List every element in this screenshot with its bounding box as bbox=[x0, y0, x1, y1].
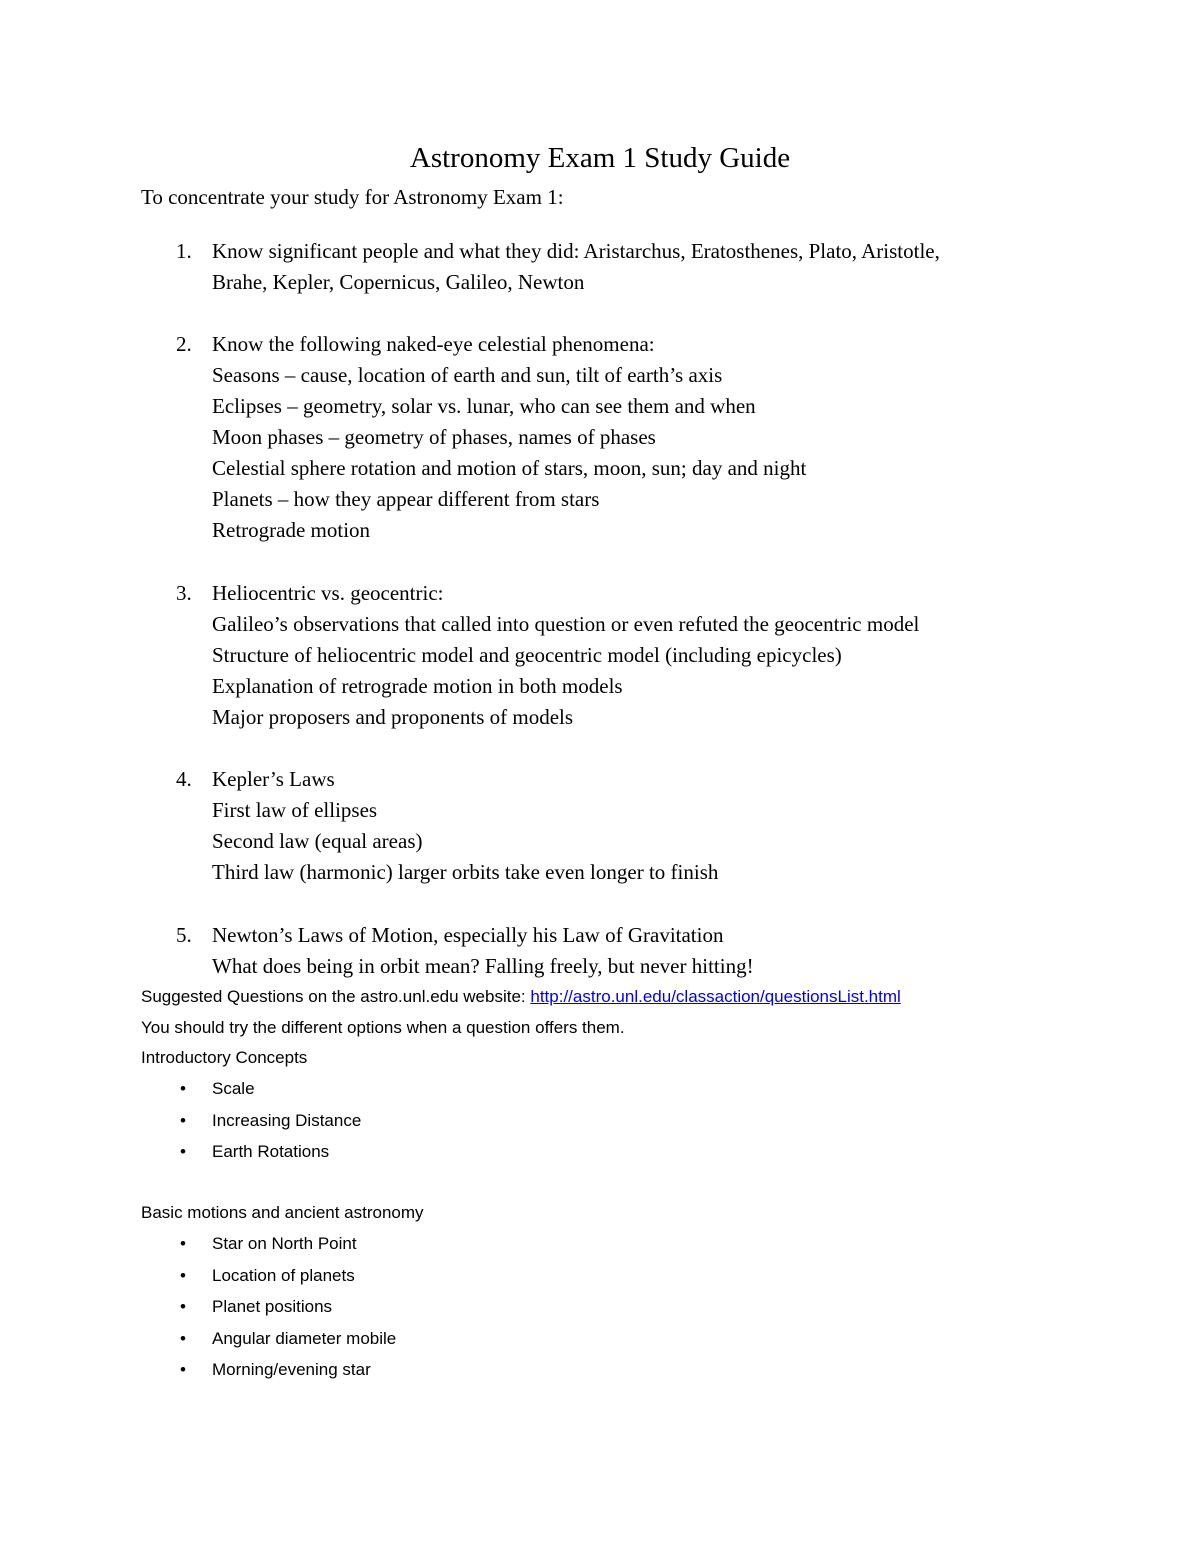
item-line: Moon phases – geometry of phases, names of phases bbox=[212, 425, 656, 449]
bullet-icon: • bbox=[180, 1110, 186, 1130]
bullet-icon: • bbox=[180, 1297, 186, 1316]
introductory-bullet-list bbox=[141, 1073, 841, 1168]
item-line: Brahe, Kepler, Copernicus, Galileo, Newton bbox=[212, 270, 585, 294]
bullet-icon: • bbox=[180, 1142, 186, 1161]
list-item bbox=[141, 1323, 841, 1355]
list-item-text: Angular diameter mobile bbox=[212, 1328, 397, 1348]
basic-motions-bullet-list bbox=[141, 1228, 841, 1386]
list-item-text: Star on North Point bbox=[212, 1234, 357, 1253]
item-line: Explanation of retrograde motion in both models bbox=[212, 674, 623, 698]
item-number: 3. bbox=[176, 581, 192, 605]
list-item bbox=[141, 1136, 841, 1168]
page-title: Astronomy Exam 1 Study Guide bbox=[409, 142, 791, 174]
item-line: Eclipses – geometry, solar vs. lunar, who can see them and when bbox=[212, 394, 756, 418]
item-line: Seasons – cause, location of earth and sun, tilt of earth’s axis bbox=[212, 363, 723, 387]
item-line: Know the following naked-eye celestial phenomena: bbox=[212, 332, 655, 356]
item-line: Know significant people and what they did: Aristarchus, Eratosthenes, Plato, Aristotle, bbox=[212, 239, 940, 263]
list-item bbox=[141, 1260, 841, 1292]
options-note: You should try the different options when a question offers them. bbox=[141, 1018, 625, 1037]
list-item-text: Scale bbox=[212, 1079, 255, 1098]
list-item bbox=[141, 1228, 841, 1260]
list-item-text: Morning/evening star bbox=[212, 1360, 371, 1379]
item-line: Major proposers and proponents of models bbox=[212, 705, 574, 729]
item-number: 4. bbox=[176, 767, 192, 791]
list-item bbox=[141, 1105, 841, 1137]
list-item bbox=[141, 1291, 841, 1323]
section-heading-introductory: Introductory Concepts bbox=[141, 1048, 308, 1067]
item-line: Retrograde motion bbox=[212, 518, 371, 542]
item-line: First law of ellipses bbox=[212, 798, 378, 822]
item-line: Structure of heliocentric model and geocentric model (including epicycles) bbox=[212, 643, 842, 667]
list-item bbox=[141, 1354, 841, 1386]
list-item-text: Planet positions bbox=[212, 1297, 333, 1316]
item-line: Heliocentric vs. geocentric: bbox=[212, 581, 444, 605]
item-number: 2. bbox=[176, 332, 192, 356]
list-item-text: Earth Rotations bbox=[212, 1142, 330, 1161]
item-line: What does being in orbit mean? Falling freely, but never hitting! bbox=[212, 954, 754, 978]
item-number: 5. bbox=[176, 923, 192, 947]
item-line: Planets – how they appear different from stars bbox=[212, 487, 600, 511]
list-item-text: Increasing Distance bbox=[212, 1110, 362, 1130]
intro-text: To concentrate your study for Astronomy Exam 1: bbox=[141, 185, 564, 209]
list-item bbox=[141, 1073, 841, 1105]
bullet-icon: • bbox=[180, 1265, 186, 1285]
bullet-icon: • bbox=[180, 1079, 186, 1098]
item-line: Celestial sphere rotation and motion of stars, moon, sun; day and night bbox=[212, 456, 807, 480]
item-number: 1. bbox=[176, 239, 192, 263]
item-line: Second law (equal areas) bbox=[212, 829, 423, 853]
questions-list-link[interactable]: http://astro.unl.edu/classaction/questionsList.html bbox=[530, 987, 901, 1006]
suggested-questions-line bbox=[141, 982, 901, 1012]
section-heading-basic-motions: Basic motions and ancient astronomy bbox=[141, 1203, 424, 1222]
bullet-icon: • bbox=[180, 1360, 186, 1379]
item-line: Third law (harmonic) larger orbits take even longer to finish bbox=[212, 860, 719, 884]
item-line: Newton’s Laws of Motion, especially his Law of Gravitation bbox=[212, 923, 724, 947]
suggested-prefix: Suggested Questions on the astro.unl.edu website: bbox=[141, 987, 531, 1006]
bullet-icon: • bbox=[180, 1234, 186, 1253]
item-line: Kepler’s Laws bbox=[212, 767, 335, 791]
bullet-icon: • bbox=[180, 1328, 186, 1348]
item-line: Galileo’s observations that called into question or even refuted the geocentric model bbox=[212, 612, 920, 636]
list-item-text: Location of planets bbox=[212, 1265, 355, 1285]
